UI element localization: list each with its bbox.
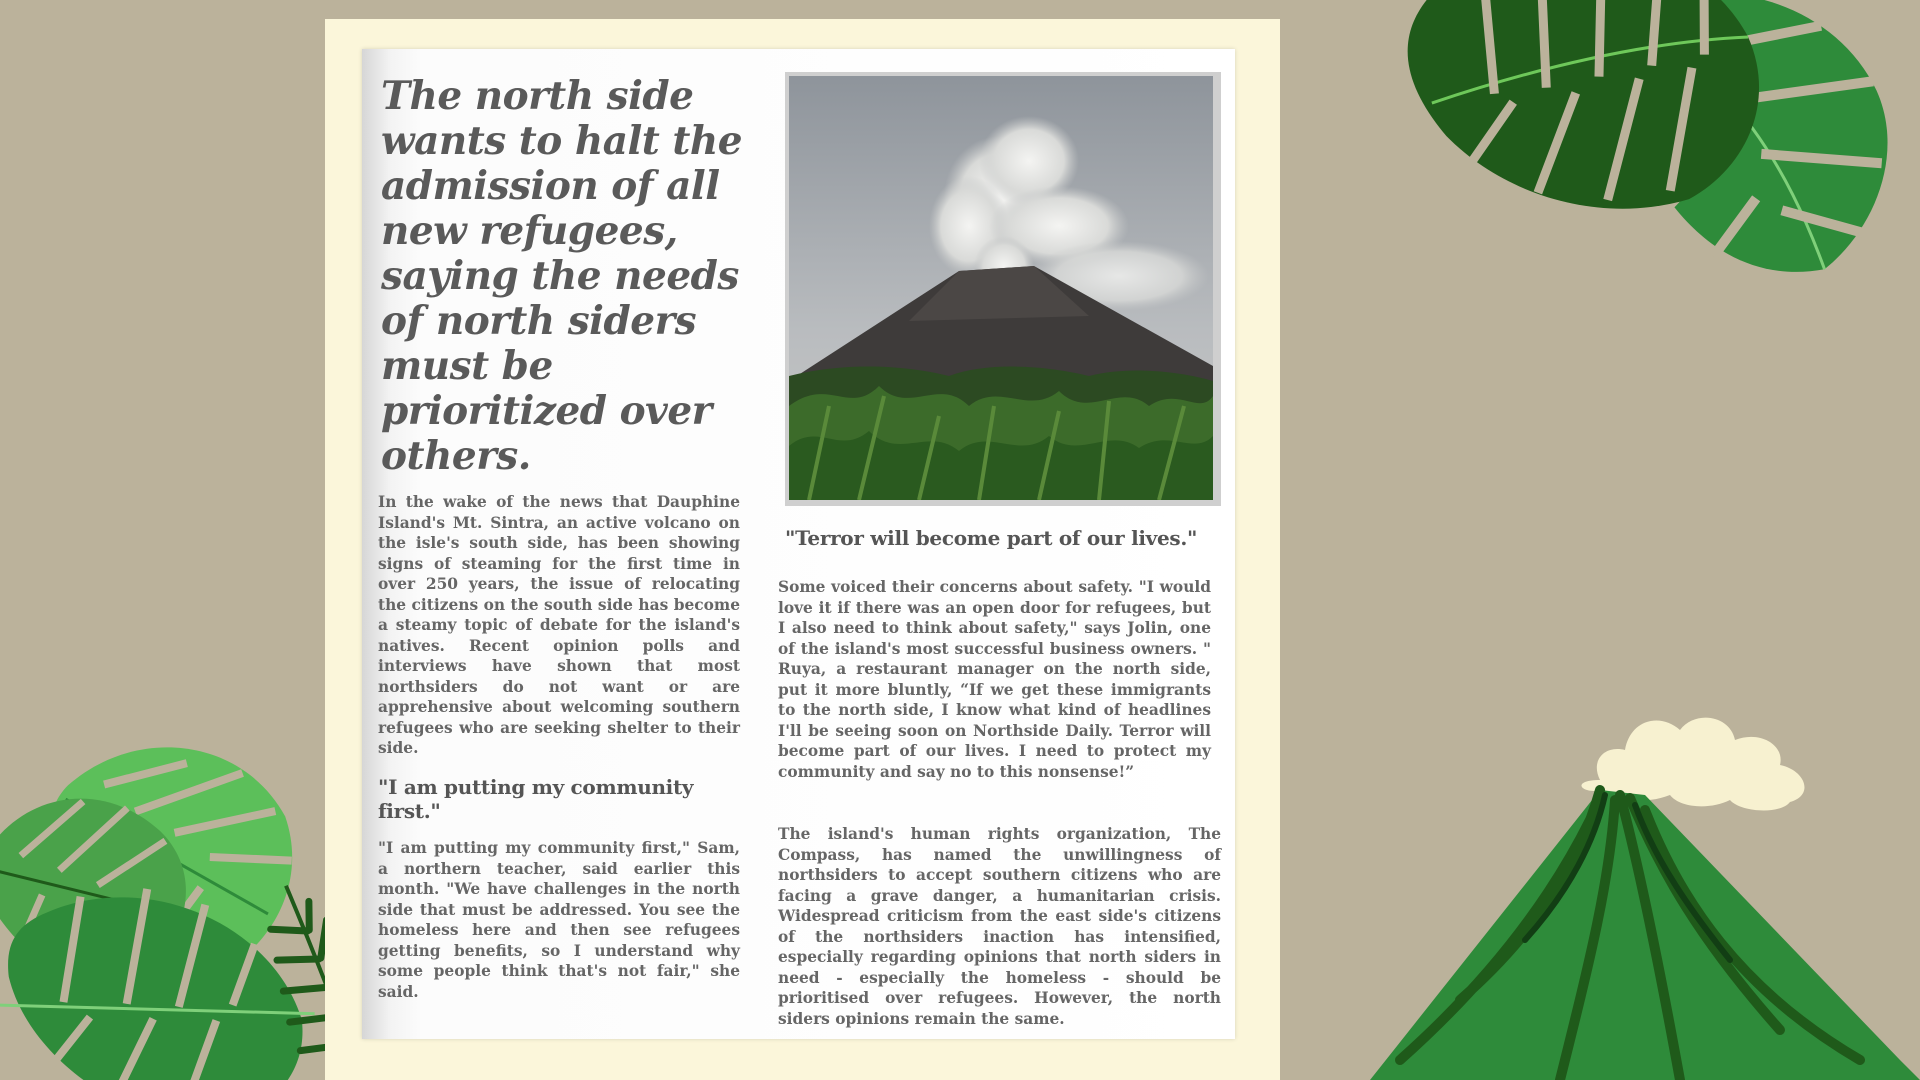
safety-paragraph: Some voiced their concerns about safety. "I would love it if there was an open door for refugees, but I also need to think about safety," says Jolin, one of the island's most successful business owners. " Ruya, a restaurant manager on the north side, put it more bluntly, “If we get these immigrants to the north side, I know what kind of headlines I'll be seeing soon on Northside Daily. Terror will become part of our lives. I need to protect my community and say no to this nonsense!” — [778, 578, 1211, 781]
sam-quote-paragraph: "I am putting my community first," Sam, a northern teacher, said earlier this month. "We have challenges in the north side that must be addressed. You see the homeless here and then see refugees getting benefits, so I understand why some people think that's not fair," she said. — [378, 839, 740, 1001]
volcano-photo — [789, 76, 1213, 500]
monstera-leaf-icon-top-right — [1380, 0, 1920, 320]
photo-caption: "Terror will become part of our lives." — [785, 526, 1198, 550]
intro-paragraph: In the wake of the news that Dauphine Island's Mt. Sintra, an active volcano on the isle's south side, has been showing signs of steaming for the first time in over 250 years, the issue of relocating the citizens on the south side has become a steamy topic of debate for the island's natives. Recent opinion polls and interviews have shown that most northsiders do not want or are apprehensive about welcoming southern refugees who are seeking shelter to their side. — [378, 493, 740, 757]
pull-quote-community: "I am putting my community first." — [378, 775, 694, 823]
compass-paragraph: The island's human rights organization, The Compass, has named the unwillingness of northsiders to accept southern citizens who are facing a grave danger, a humanitarian crisis. Widespread criticism from the east side's citizens of the northsiders inaction has intensified, especially regarding opinions that north siders in need - especially the homeless - should be prioritised over refugees. However, the north siders opinions remain the same. — [778, 825, 1221, 1028]
volcano-icon — [1260, 700, 1920, 1080]
volcano-photo-frame — [785, 72, 1221, 506]
article-headline: The north side wants to halt the admission of all new refugees, saying the needs of north siders must be prioritized over others. — [381, 73, 743, 479]
